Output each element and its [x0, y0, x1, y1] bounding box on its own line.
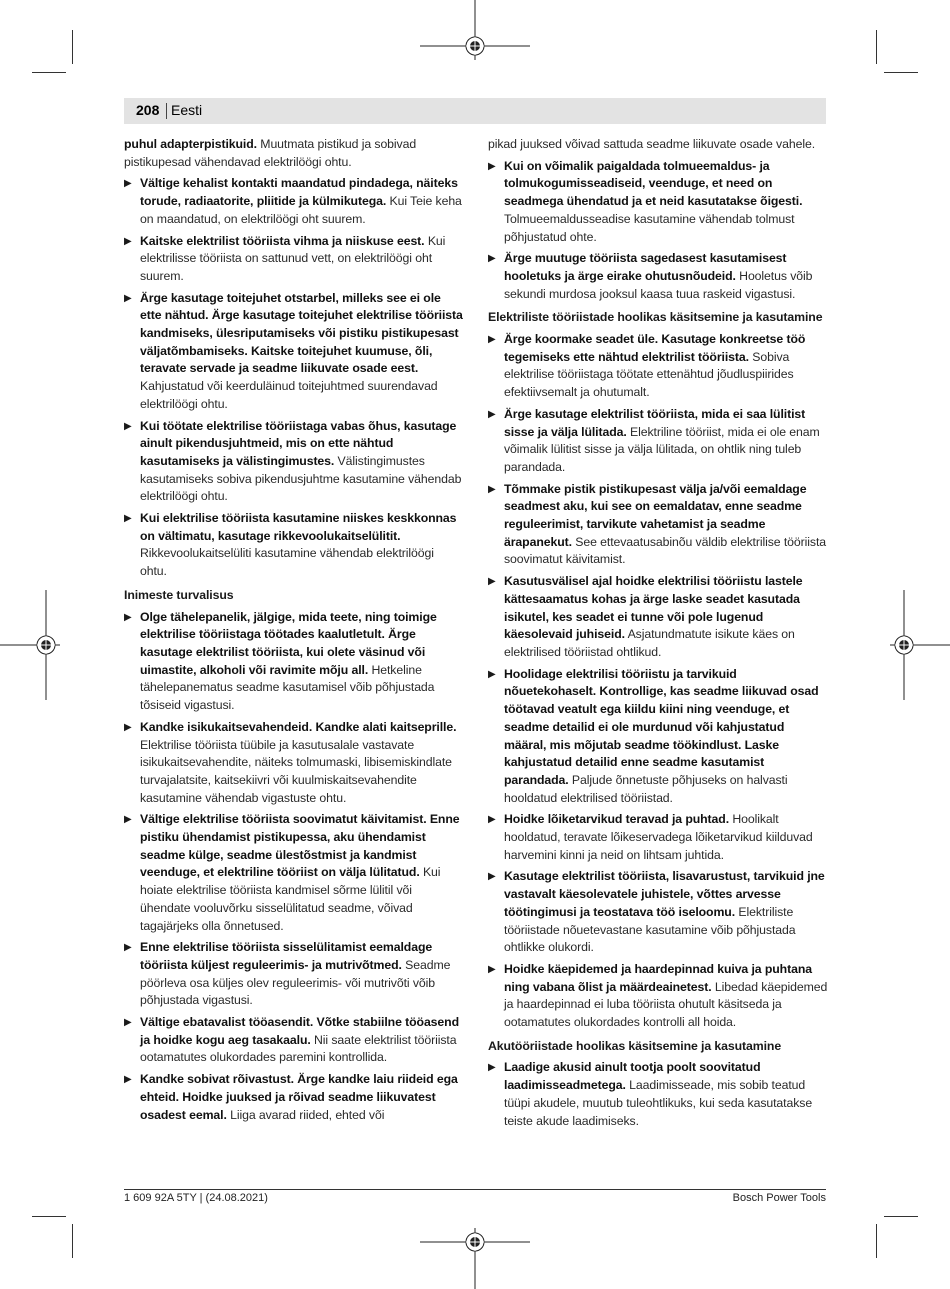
instruction-emphasis: Hoolidage elektrilisi tööriistu ja tarvikuid nõuetekohaselt. Kontrollige, kas seadme liikuvad osad töötavad veatult ega kiildu kiini ning veenduge, et seadme detailid ei ole murdunud või kahjustatud määral, mis mõjutab seadme töökindlust. Laske kahjustatud detailid enne seadme kasutamist parandada.: [504, 666, 819, 787]
instruction-text: Kahjustatud või keerduläinud toitejuhtmed suurendavad elektrilöögi ohtu.: [140, 379, 438, 411]
instruction-text: Liiga avarad riided, ehted või: [226, 1107, 385, 1122]
crop-mark: [72, 30, 73, 64]
instruction-emphasis: Vältige ebatavalist tööasendit. Võtke stabiilne tööasend ja hoidke kogu aeg tasakaalu.: [140, 1015, 459, 1047]
instruction-emphasis: Ärge kasutage toitejuhet otstarbel, milleks see ei ole ette nähtud. Ärge kasutage toitejuhet elektrilise tööriista kandmiseks, ülesriputamiseks või pistiku pistikupesast väljatõmbamiseks. Kaitske toitejuhet kuumuse, õli, teravate servade ja seadme liikuvate osade eest.: [140, 290, 463, 376]
instruction-emphasis: Vältige kehalist kontakti maandatud pindadega, näiteks torude, radiaatorite, pliitide ja külmikutega.: [140, 176, 458, 209]
instruction-text: Kui Teie keha on maandatud, on elektrilöögi oht suurem.: [140, 194, 462, 226]
safety-instruction: [124, 609, 464, 715]
instruction-emphasis: Kandke sobivat rõivastust. Ärge kandke laiu riideid ega ehteid. Hoidke juuksed ja rõivad seadme liikuvatest osadest eemal.: [140, 1072, 458, 1122]
registration-mark-icon: [0, 590, 60, 700]
registration-mark-icon: [420, 1228, 530, 1289]
instruction-text: Nii saate elektrilist tööriista ootamatutes olukordades paremini kontrollida.: [140, 1032, 457, 1065]
bullet-arrow-icon: ▶: [488, 483, 496, 495]
bullet-arrow-icon: ▶: [488, 668, 496, 680]
bullet-arrow-icon: ▶: [124, 235, 132, 247]
instruction-emphasis: Kui elektrilise tööriista kasutamine niiskes keskkonnas on vältimatu, kasutage rikkevoolukaitselülitit.: [140, 511, 457, 543]
instruction-emphasis: Hoidke lõiketarvikud teravad ja puhtad.: [504, 812, 730, 827]
bullet-arrow-icon: ▶: [124, 611, 132, 623]
safety-instruction: [488, 406, 828, 477]
document-number: 1 609 92A 5TY | (24.08.2021): [124, 1192, 268, 1204]
instruction-text: Tolmueemaldusseadise kasutamine vähendab tolmust põhjustatud ohte.: [504, 211, 795, 244]
instruction-emphasis: Kaitske elektrilist tööriista vihma ja niiskuse eest.: [140, 233, 425, 248]
instruction-text: Asjatundmatute isikute käes on elektrilised tööriistad ohtlikud.: [504, 627, 795, 659]
safety-instruction: [488, 331, 828, 402]
bullet-arrow-icon: ▶: [488, 160, 496, 172]
instruction-text: Paljude õnnetuste põhjuseks on halvasti hooldatud elektrilised tööriistad.: [504, 772, 788, 805]
bullet-arrow-icon: ▶: [488, 1062, 496, 1074]
bullet-arrow-icon: ▶: [124, 1017, 132, 1029]
instruction-emphasis: Ärge koormake seadet üle. Kasutage konkreetse töö tegemiseks ette nähtud elektrilist tööriista.: [504, 332, 806, 364]
instruction-emphasis: Laadige akusid ainult tootja poolt soovitatud laadimisseadmetega.: [504, 1060, 761, 1093]
instruction-emphasis: Tõmmake pistik pistikupesast välja ja/või eemaldage seadmest aku, kui see on eemaldatav, enne seadme reguleerimist, tarvikute vahetamist ja seadme ärapanekut.: [504, 481, 807, 549]
safety-instruction: [488, 481, 828, 570]
safety-instruction: [488, 1059, 828, 1130]
section-heading: Akutööriistade hoolikas käsitsemine ja kasutamine: [488, 1038, 782, 1053]
instruction-text: Rikkevoolukaitselüliti kasutamine vähendab elektrilöögi ohtu.: [140, 546, 434, 579]
bullet-arrow-icon: ▶: [124, 292, 132, 304]
registration-mark-icon: [420, 0, 530, 60]
safety-instruction: [488, 666, 828, 808]
instruction-text: pikad juuksed võivad sattuda seadme liikuvate osade vahele.: [488, 137, 816, 151]
paragraph: [488, 136, 828, 154]
crop-mark: [884, 72, 918, 73]
bullet-arrow-icon: ▶: [488, 408, 496, 420]
safety-instruction: [124, 939, 464, 1010]
instruction-emphasis: Kasutusvälisel ajal hoidke elektrilisi tööriistu lastele kättesaamatus kohas ja ärge laske seadet kasutada isikutel, kes seadet ei tunne või pole lugenud käesolevaid juhiseid.: [504, 574, 803, 642]
bullet-arrow-icon: ▶: [124, 1074, 132, 1086]
instruction-emphasis: puhul adapterpistikuid.: [124, 137, 257, 151]
bullet-arrow-icon: ▶: [124, 814, 132, 826]
instruction-text: Välistingimustes kasutamiseks sobiva pikendusjuhtme kasutamine vähendab elektrilöögi ohtu.: [140, 453, 462, 504]
safety-instruction: [124, 418, 464, 507]
section-heading: Inimeste turvalisus: [124, 587, 234, 602]
brand-label: Bosch Power Tools: [732, 1192, 826, 1204]
safety-instruction: [124, 811, 464, 935]
instruction-emphasis: Olge tähelepanelik, jälgige, mida teete, ning toimige elektrilise tööriistaga töötades kaalutletult. Ärge kasutage elektrilist tööriista, kui olete väsinud või uimastite, alkoholi või ravimite mõju all.: [140, 609, 437, 677]
bullet-arrow-icon: ▶: [124, 178, 132, 190]
safety-instruction: [124, 233, 464, 286]
instruction-text: Hetkeline tähelepanematus seadme kasutamisel võib põhjustada tõsiseid vigastusi.: [140, 662, 435, 713]
instruction-text: Kui elektrilisse tööriista on sattunud vett, on elektrilöögi oht suurem.: [140, 233, 446, 283]
safety-instruction: [124, 719, 464, 808]
bullet-arrow-icon: ▶: [488, 814, 496, 826]
instruction-text: Hoolikalt hooldatud, teravate lõikeservadega lõiketarvikud kiilduvad harvemini kinni ja neid on lihtsam juhtida.: [504, 812, 813, 862]
instruction-emphasis: Ärge muutuge tööriista sagedasest kasutamisest hooletuks ja ärge eirake ohutusnõudeid.: [504, 251, 787, 283]
section-heading: Elektriliste tööriistade hoolikas käsitsemine ja kasutamine: [488, 310, 823, 325]
right-column: [488, 136, 828, 1134]
registration-mark-icon: [890, 590, 950, 700]
safety-instruction: [488, 811, 828, 864]
crop-mark: [876, 30, 877, 64]
bullet-arrow-icon: ▶: [124, 721, 132, 733]
safety-instruction: [488, 573, 828, 662]
safety-instruction: [124, 175, 464, 228]
instruction-text: Elektrilise tööriista tüübile ja kasutusalale vastavate isikukaitsevahendite, näiteks tolmumaski, libisemiskindlate turvajalatsite, kaitsekiivri või kuulmiskaitsevahendite kasutamine vähendab vigastuste ohtu.: [140, 737, 452, 805]
safety-instruction: [488, 961, 828, 1032]
bullet-arrow-icon: ▶: [488, 871, 496, 883]
instruction-text: Sobiva elektrilise tööriistaga töötate ettenähtud jõudluspiirides efektiivsemalt ja ohutumalt.: [504, 349, 794, 400]
bullet-arrow-icon: ▶: [488, 334, 496, 346]
instruction-text: See ettevaatusabinõu väldib elektrilise tööriista soovimatut käivitamist.: [504, 534, 827, 567]
instruction-text: Muutmata pistikud ja sobivad pistikupesad vähendavad elektrilöögi ohtu.: [124, 137, 417, 169]
bullet-arrow-icon: ▶: [488, 963, 496, 975]
instruction-emphasis: Hoidke käepidemed ja haardepinnad kuiva ja puhtana ning vabana õlist ja määrdeainetest.: [504, 961, 812, 994]
instruction-text: Elektriline tööriist, mida ei ole enam võimalik lülitist sisse ja välja lülitada, on ohtlik ning tuleb parandada.: [504, 424, 820, 474]
left-column: [124, 136, 464, 1128]
safety-instruction: [124, 1014, 464, 1067]
instruction-text: Seadme pöörleva osa küljes olev reguleerimis- või mutrivõti võib põhjustada vigastusi.: [140, 957, 451, 1008]
instruction-emphasis: Kui on võimalik paigaldada tolmueemaldus- ja tolmukogumisseadiseid, veenduge, et need on seadmega ühendatud ja et neid kasutatakse õigesti.: [504, 158, 803, 209]
crop-mark: [32, 1216, 66, 1217]
footer-divider: [124, 1189, 826, 1190]
instruction-emphasis: Ärge kasutage elektrilist tööriista, mida ei saa lülitist sisse ja välja lülitada.: [504, 406, 806, 439]
bullet-arrow-icon: ▶: [488, 576, 496, 588]
crop-mark: [876, 1224, 877, 1258]
instruction-emphasis: Vältige elektrilise tööriista soovimatut käivitamist. Enne pistiku ühendamist pistikupessa, aku ühendamist seadme külge, seadme ülestõstmist ja kandmist veenduge, et elektriline tööriist on välja lülitatud.: [140, 812, 460, 880]
crop-mark: [884, 1216, 918, 1217]
instruction-text: Libedad käepidemed ja haardepinnad ei luba tööriista ohutult käsitseda ja ootamatutes olukordades kontrolli all hoida.: [504, 979, 828, 1030]
safety-instruction: [488, 868, 828, 957]
bullet-arrow-icon: ▶: [124, 942, 132, 954]
bullet-arrow-icon: ▶: [124, 513, 132, 525]
instruction-text: Kui hoiate elektrilise tööriista kandmisel sõrme lülitil või ühendate vooluvõrku sisselülitatud seadme, võivad tagajärjeks olla õnnetused.: [140, 865, 441, 933]
header-divider: [166, 103, 167, 119]
crop-mark: [72, 1224, 73, 1258]
safety-instruction: [124, 290, 464, 414]
instruction-emphasis: Enne elektrilise tööriista sisselülitamist eemaldage tööriista küljest reguleerimis- ja mutrivõtmed.: [140, 940, 433, 972]
safety-instruction: [488, 250, 828, 303]
safety-instruction: [488, 158, 828, 247]
safety-instruction: [124, 510, 464, 581]
instruction-emphasis: Kui töötate elektrilise tööriistaga vabas õhus, kasutage ainult pikendusjuhtmeid, mis on ette nähtud kasutamiseks ja välistingimustes.: [140, 418, 457, 468]
instruction-text: Laadimisseade, mis sobib teatud tüüpi akudele, muutub tuleohtlikuks, kui seda kasutatakse teiste akude laadimiseks.: [504, 1078, 813, 1128]
instruction-emphasis: Kasutage elektrilist tööriista, lisavarustust, tarvikuid jne vastavalt käesolevatele juhistele, võttes arvesse töötingimusi ja teostatava töö iseloomu.: [504, 869, 825, 919]
language-label: Eesti: [171, 102, 203, 118]
instruction-text: Elektriliste tööriistade nõuetevastane kasutamine võib põhjustada ohtlikke olukordi.: [504, 904, 796, 955]
paragraph: [124, 136, 464, 171]
bullet-arrow-icon: ▶: [488, 253, 496, 265]
safety-instruction: [124, 1071, 464, 1124]
instruction-text: Hooletus võib sekundi murdosa jooksul kaasa tuua raskeid vigastusi.: [504, 268, 813, 301]
bullet-arrow-icon: ▶: [124, 420, 132, 432]
page-number: 208: [136, 102, 160, 118]
instruction-emphasis: Kandke isikukaitsevahendeid. Kandke alati kaitseprille.: [140, 719, 457, 734]
crop-mark: [32, 72, 66, 73]
page-header: [124, 98, 826, 124]
